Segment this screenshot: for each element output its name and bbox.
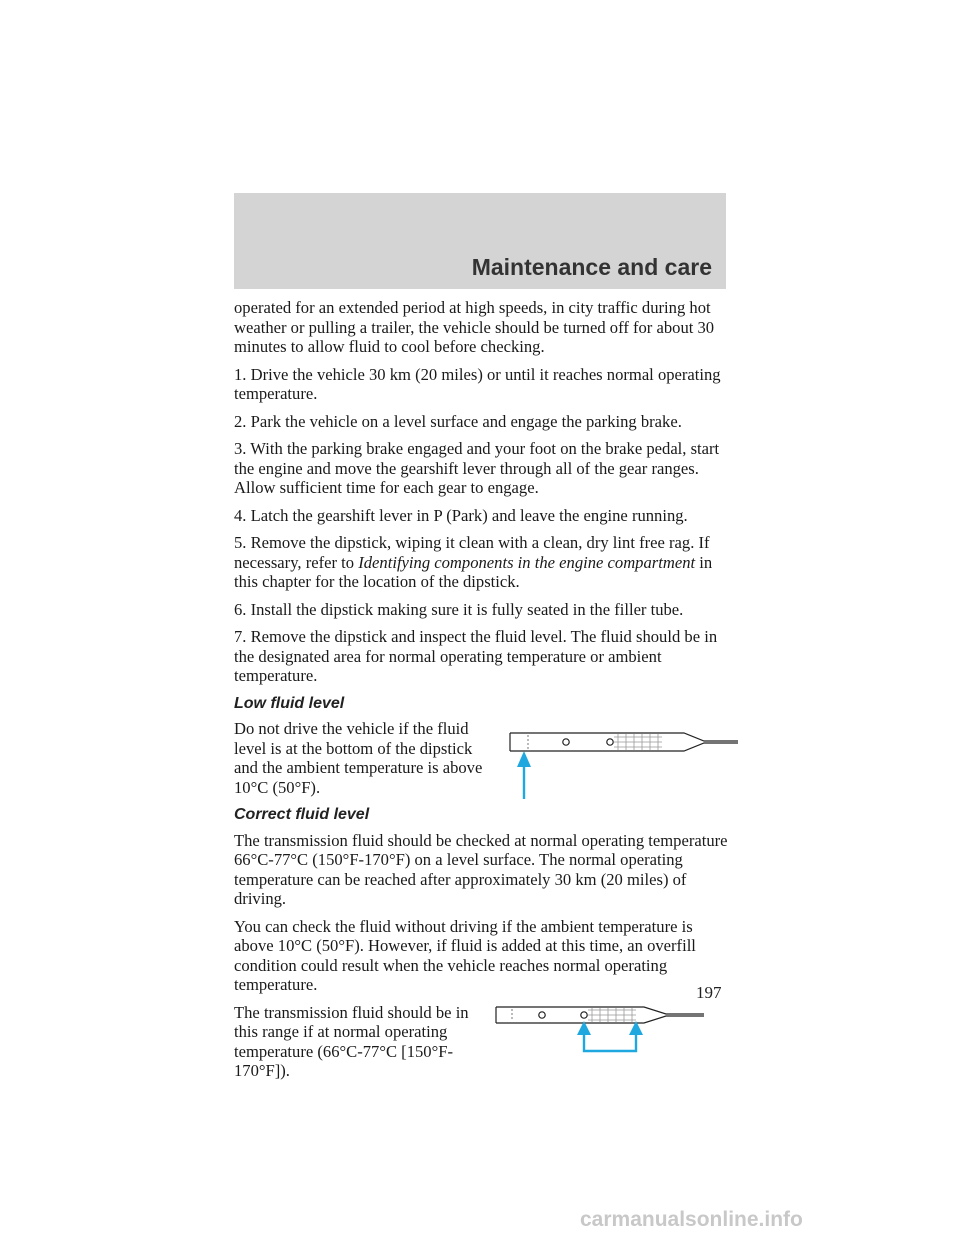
step-7: 7. Remove the dipstick and inspect the fluid level. The fluid should be in the designated area for normal operating temperature or ambient temperature. bbox=[234, 627, 718, 685]
low-fluid-text: Do not drive the vehicle if the fluid level is at the bottom of the dipstick and the ambient temperature is above 10°C (50°F). bbox=[234, 719, 483, 797]
step-3: 3. With the parking brake engaged and your foot on the brake pedal, start the engine and move the gearshift lever through all of the gear ranges. Allow sufficient time for each gear to engage. bbox=[234, 439, 720, 497]
low-fluid-section bbox=[234, 719, 728, 797]
page-content bbox=[234, 298, 728, 1089]
step-1: 1. Drive the vehicle 30 km (20 miles) or until it reaches normal operating temperature. bbox=[234, 364, 721, 403]
correct-paragraph-1: The transmission fluid should be checked at normal operating temperature 66°C-77°C (150°F-170°F) on a level surface. The normal operating temperature can be reached after approximately 30 km (20 miles) of driving. bbox=[234, 830, 728, 908]
correct-paragraph-2: You can check the fluid without driving if the ambient temperature is above 10°C (50°F). However, if fluid is added at this time, an overfill condition could result when the vehicle reaches normal operating temperature. bbox=[234, 916, 696, 994]
intro-paragraph: operated for an extended period at high speeds, in city traffic during hot weather or pulling a trailer, the vehicle should be turned off for about 30 minutes to allow fluid to cool before checking. bbox=[234, 298, 715, 356]
dipstick-correct-range-diagram-icon bbox=[494, 1005, 708, 1055]
correct-fluid-heading: Correct fluid level bbox=[234, 806, 370, 823]
step-2: 2. Park the vehicle on a level surface and engage the parking brake. bbox=[234, 411, 682, 431]
section-title: Maintenance and care bbox=[471, 254, 712, 280]
step-5 bbox=[234, 533, 728, 592]
step-4: 4. Latch the gearshift lever in P (Park) and leave the engine running. bbox=[234, 505, 688, 525]
step-5-text-end: in this chapter for the location of the dipstick. bbox=[234, 552, 713, 591]
correct-fluid-section bbox=[234, 1003, 728, 1081]
section-header-band bbox=[234, 193, 726, 289]
step-5-reference: Identifying components in the engine compartment bbox=[358, 552, 696, 572]
low-fluid-heading: Low fluid level bbox=[234, 694, 345, 712]
watermark: carmanualsonline.info bbox=[580, 1208, 803, 1231]
step-6: 6. Install the dipstick making sure it is fully seated in the filler tube. bbox=[234, 599, 684, 619]
correct-paragraph-3: The transmission fluid should be in this range if at normal operating temperature (66°C-77°C [150°F-170°F]). bbox=[234, 1002, 469, 1080]
page-number: 197 bbox=[696, 983, 722, 1002]
step-5-text: 5. Remove the dipstick, wiping it clean with a clean, dry lint free rag. If necessary, refer to bbox=[234, 533, 710, 572]
dipstick-low-level-diagram-icon bbox=[508, 729, 738, 799]
